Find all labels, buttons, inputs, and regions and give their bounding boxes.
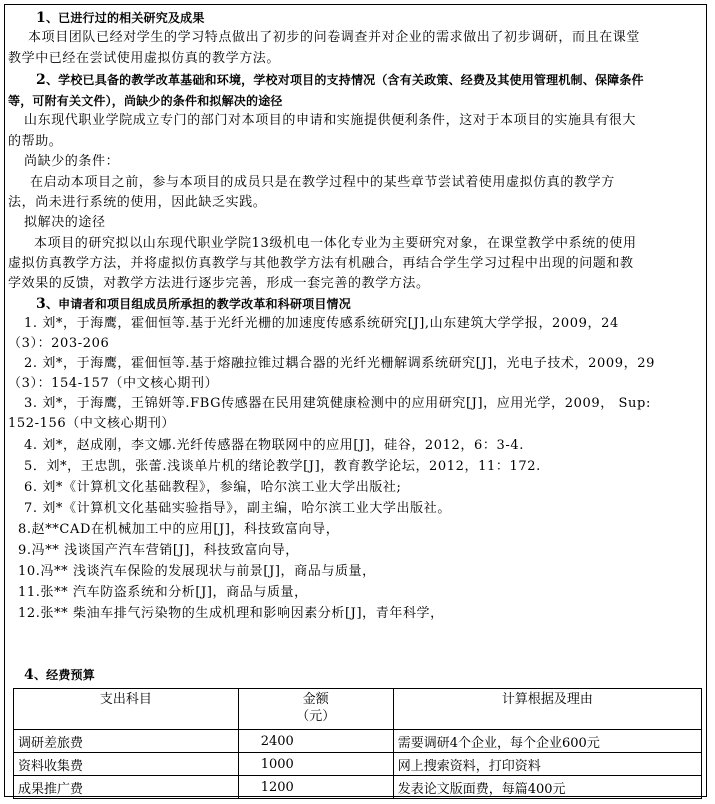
header-amount [238, 689, 393, 730]
reference-item: 6. 刘*《计算机文化基础教程》，参编，哈尔滨工业大学出版社; [24, 480, 402, 495]
budget-table [13, 688, 702, 799]
section3-heading-text: 、申请者和项目组成员所承担的教学改革和科研项目情况 [45, 297, 351, 311]
table-row [14, 753, 702, 776]
basis-cell: 需要调研4个企业，每个企业600元 [393, 730, 701, 753]
header-expense-item: 支出科目 [14, 689, 239, 730]
section1-heading-text: 、已进行过的相关研究及成果 [45, 11, 205, 25]
amount-cell: 1200 [238, 776, 393, 799]
budget-table-header-row [14, 689, 702, 730]
section2-heading-text: 、学校已具备的教学改革基础和环境，学校对项目的支持情况（含有关政策、经费及其使用管理机制、保障条件 [45, 73, 644, 87]
reference-item-cont: 152-156（中文核心期刊） [8, 416, 176, 431]
reference-item: 9.冯** 浅谈国产汽车营销[J]，科技致富向导， [18, 543, 299, 558]
basis-cell: 网上搜索资料，打印资料 [393, 753, 701, 776]
section4-heading [24, 667, 95, 683]
amount-cell: 2400 [238, 730, 393, 753]
reference-item-cont: （3）：203-206 [8, 336, 110, 351]
reference-item: 7. 刘*《计算机文化基础实验指导》，副主编，哈尔滨工业大学出版社。 [24, 501, 451, 516]
section1-para-line: 本项目团队已经对学生的学习特点做出了初步的问卷调查并对企业的需求做出了初步调研，而且在课堂 [28, 30, 641, 45]
section2-para-line: 山东现代职业学院成立专门的部门对本项目的申请和实施提供便利条件，这对于本项目的实施具有很大 [24, 113, 637, 128]
solution-line: 学效果的反馈，对教学方法进行逐步完善，形成一套完善的教学方法。 [8, 276, 430, 291]
section4-heading-text: 、经费预算 [33, 668, 95, 682]
expense-item-cell: 成果推广费 [14, 776, 239, 799]
section1-heading-number: 1 [36, 10, 46, 26]
reference-item: 5．刘*，王忠凯，张蕾.浅谈单片机的绪论教学[J]，教育教学论坛，2012，11：172. [24, 459, 541, 474]
solution-line: 虚拟仿真教学方法，并将虚拟仿真教学与其他教学方法有机融合，再结合学生学习过程中出现的问题和教 [8, 256, 634, 271]
expense-item-cell: 调研差旅费 [14, 730, 239, 753]
reference-item: 11.张** 汽车防盗系统和分析[J]，商品与质量， [18, 585, 308, 600]
section1-heading [36, 10, 205, 26]
reference-item: 12.张** 柴油车排气污染物的生成机理和影响因素分析[J]，青年科学， [18, 606, 444, 621]
reference-item: 4. 刘*，赵成刚，李文娜.光纤传感器在物联网中的应用[J]，硅谷，2012，6：3-4. [24, 438, 524, 453]
lacking-label: 尚缺少的条件： [24, 154, 120, 169]
reference-item: 10.冯** 浅谈汽车保险的发展现状与前景[J]，商品与质量， [18, 564, 376, 579]
lacking-line: 法，尚未进行系统的使用，因此缺乏实践。 [8, 195, 267, 210]
reference-item: 2. 刘*，于海鹰，霍佃恒等.基于熔融拉锥过耦合器的光纤光栅解调系统研究[J]，光电子技术，2009，29 [24, 356, 655, 371]
table-row [14, 730, 702, 753]
expense-item-cell: 资料收集费 [14, 753, 239, 776]
reference-item-cont: （3）：154-157（中文核心期刊） [8, 376, 219, 391]
table-row [14, 776, 702, 799]
section2-heading-cont: 等，可附有关文件），尚缺少的条件和拟解决的途径 [8, 94, 283, 108]
solution-line: 本项目的研究拟以山东现代职业学院13级机电一体化专业为主要研究对象，在课堂教学中系统的使用 [34, 236, 637, 251]
section2-para-line: 的帮助。 [8, 134, 63, 149]
amount-cell: 1000 [238, 753, 393, 776]
section2-heading [36, 72, 644, 88]
reference-item: 8.赵**CAD在机械加工中的应用[J]，科技致富向导， [18, 522, 340, 537]
solution-label: 拟解决的途径 [24, 215, 106, 230]
reference-item: 1. 刘*，于海鹰，霍佃恒等.基于光纤光栅的加速度传感系统研究[J],山东建筑大学学报，2009，24 [24, 316, 619, 331]
section3-heading-number: 3 [36, 296, 46, 312]
section1-para-line: 教学中已经在尝试使用虚拟仿真的教学方法。 [8, 51, 281, 66]
lacking-line: 在启动本项目之前，参与本项目的成员只是在教学过程中的某些章节尝试着使用虚拟仿真的教学方 [30, 175, 615, 190]
reference-item: 3. 刘*，于海鹰，王锦妍等.FBG传感器在民用建筑健康检测中的应用研究[J]，应用光学，2009， Sup: [24, 396, 651, 411]
header-basis: 计算根据及理由 [393, 689, 701, 730]
header-amount-unit: （元） [296, 709, 336, 724]
section4-heading-number: 4 [24, 667, 34, 683]
basis-cell: 发表论文版面费，每篇400元 [393, 776, 701, 799]
header-amount-label: 金额 [302, 692, 329, 707]
section2-heading-number: 2 [36, 72, 46, 88]
section3-heading [36, 296, 351, 312]
